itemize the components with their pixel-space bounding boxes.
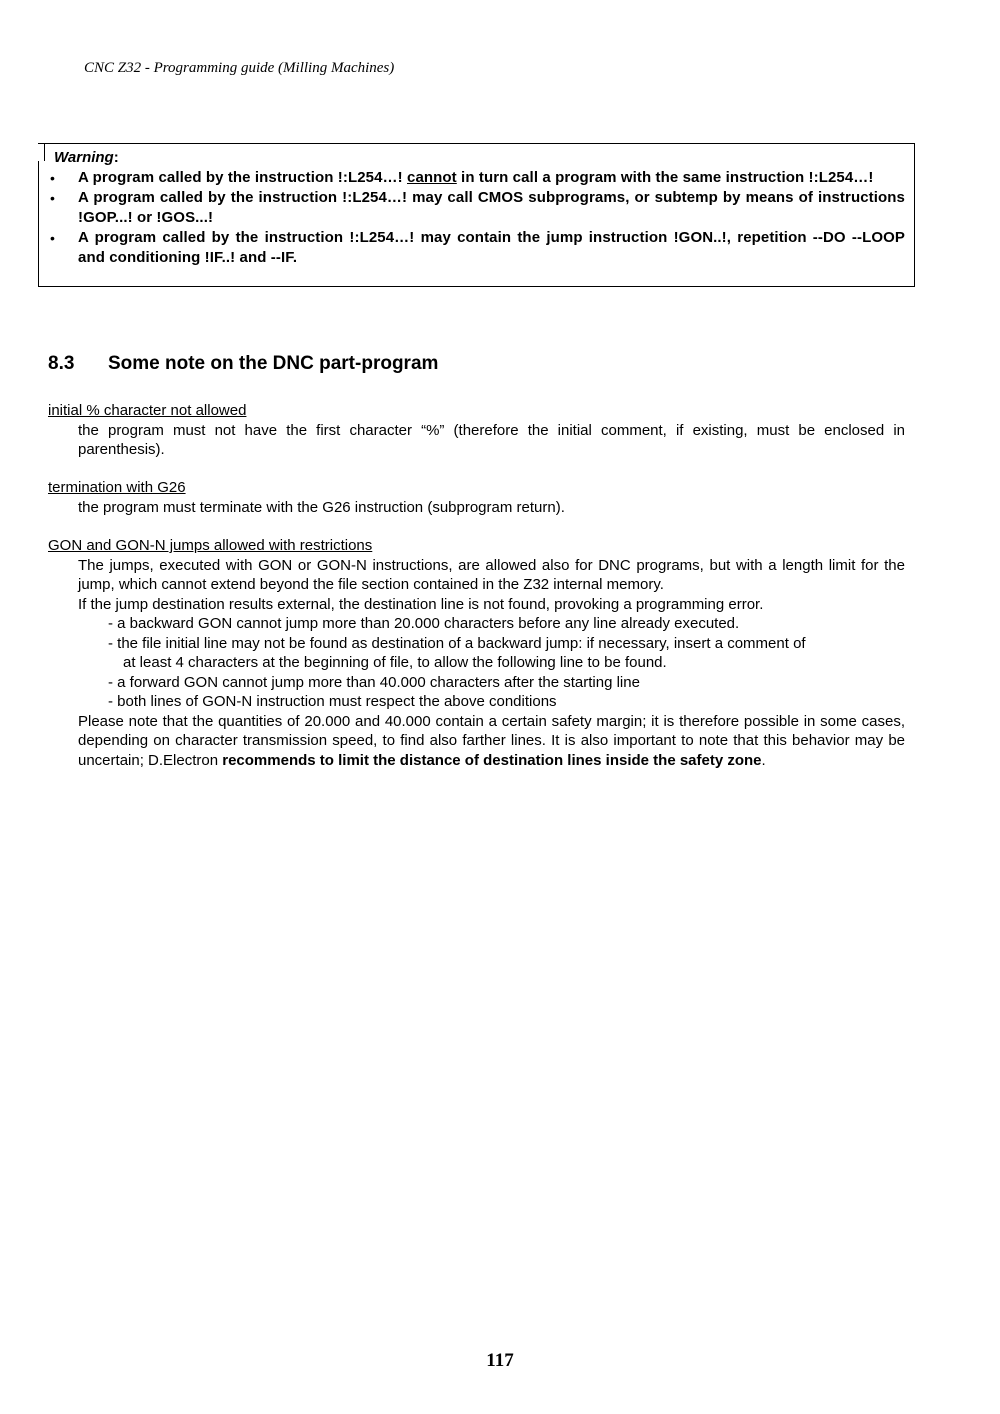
bullet-icon: •	[50, 230, 56, 246]
warning-title	[54, 149, 119, 166]
note-paragraph	[48, 712, 905, 771]
warning-title-colon: :	[113, 149, 119, 166]
warning-item-text: A program called by the instruction !:L254…! may contain the jump instruction !GON..!, repetition --DO --LOOP and conditioning !IF..! and --IF.	[78, 229, 905, 266]
warning-list	[38, 168, 915, 268]
warning-item-emphasis: cannot	[407, 169, 457, 186]
note-recommendation: recommends to limit the distance of destination lines inside the safety zone	[222, 751, 762, 769]
section-heading	[48, 353, 438, 375]
warning-item-text: A program called by the instruction !:L254…! may call CMOS subprograms, or subtemp by means of instructions !GOP...! or !GOS...!	[78, 189, 905, 226]
warning-title-label: Warning	[54, 149, 114, 166]
note-condition: - a backward GON cannot jump more than 20.000 characters before any line already executed.	[108, 615, 740, 632]
section-number: 8.3	[48, 353, 75, 374]
section-title: Some note on the DNC part-program	[108, 353, 439, 374]
warning-item-text: in turn call a program with the same instruction !:L254…!	[456, 169, 874, 186]
note-initial-percent	[48, 401, 905, 460]
note-paragraph-end: .	[761, 751, 766, 769]
warning-item	[38, 228, 905, 268]
note-description: the program must not have the first character “%” (therefore the initial comment, if existing, must be enclosed in parenthesis).	[78, 421, 905, 458]
note-term: termination with G26	[48, 479, 186, 496]
note-paragraph: If the jump destination results external, the destination line is not found, provoking a programming error.	[78, 595, 764, 613]
bullet-icon: •	[50, 190, 56, 206]
warning-item	[38, 188, 905, 228]
warning-item-text: A program called by the instruction !:L254…!	[78, 169, 407, 186]
page-number: 117	[486, 1350, 514, 1371]
warning-box-edge	[44, 144, 45, 161]
note-condition-continued: at least 4 characters at the beginning of file, to allow the following line to be found.	[123, 654, 667, 671]
note-description: the program must terminate with the G26 instruction (subprogram return).	[78, 498, 565, 516]
page-header: CNC Z32 - Programming guide (Milling Machines)	[84, 60, 395, 76]
note-paragraph: The jumps, executed with GON or GON-N instructions, are allowed also for DNC programs, but with a length limit for the jump, which cannot extend beyond the file section contained in the Z32 internal memory.	[78, 556, 905, 593]
warning-box	[38, 143, 915, 287]
note-condition: - the file initial line may not be found as destination of a backward jump: if necessary, insert a comment of	[108, 634, 806, 652]
note-term: initial % character not allowed	[48, 402, 247, 419]
note-term: GON and GON-N jumps allowed with restrictions	[48, 537, 373, 554]
warning-item	[38, 168, 905, 188]
note-condition: - both lines of GON-N instruction must respect the above conditions	[108, 693, 557, 710]
note-gon-jumps	[48, 536, 905, 770]
bullet-icon: •	[50, 170, 56, 186]
note-condition: - a forward GON cannot jump more than 40.000 characters after the starting line	[108, 673, 640, 691]
note-termination	[48, 478, 905, 517]
note-paragraph-text: Please note that the quantities of 20.000 and 40.000 contain a certain safety margin; it is therefore possible in some cases, depending on character transmission speed, to find also farther lines. It is also important to note that this behavior may be uncertain; D.Electron	[78, 712, 905, 769]
